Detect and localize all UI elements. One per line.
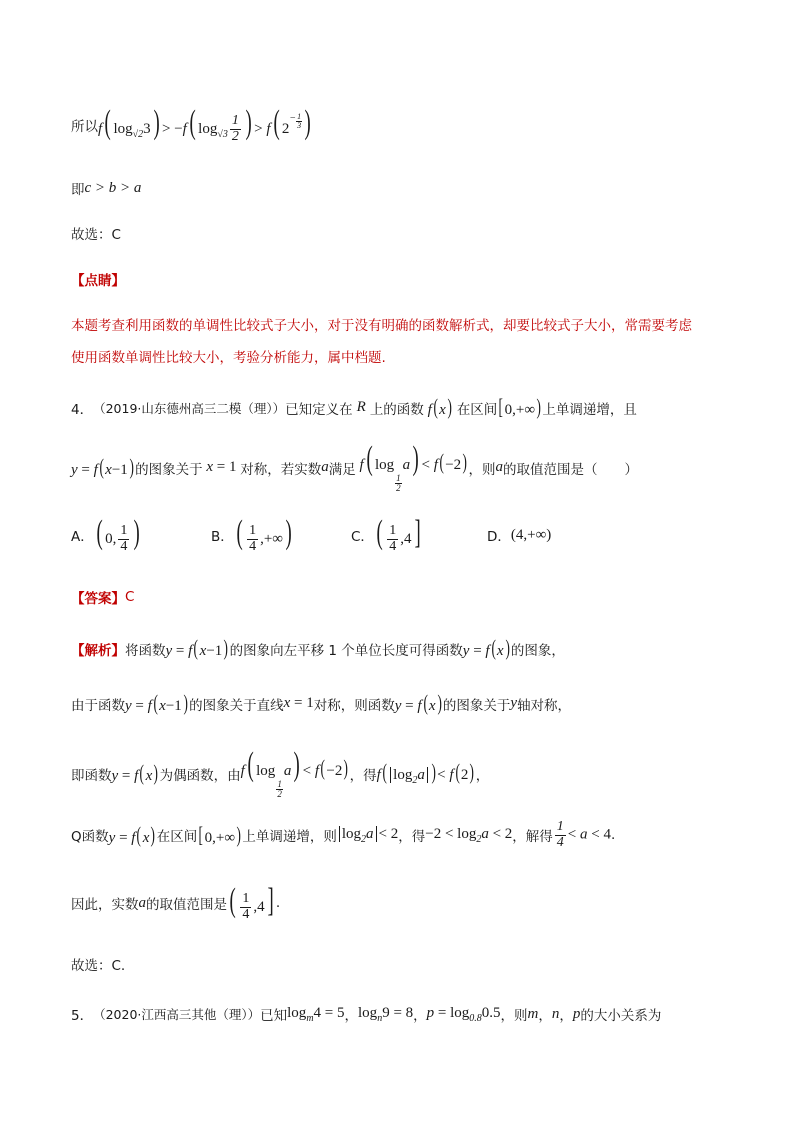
- text: .: [275, 895, 281, 912]
- math: f( $\log_2a$ )< f(2): [376, 759, 475, 786]
- answer-label: 【答案】: [71, 591, 125, 607]
- text: 故选：C: [71, 227, 121, 243]
- analysis-line-4: [71, 820, 615, 850]
- frac-den: 4: [249, 539, 257, 555]
- math: $p = \log_{0.8}0.5$: [426, 1004, 501, 1024]
- choice-line: [71, 223, 121, 243]
- text: 即: [71, 182, 85, 198]
- math: y = f(x−1): [165, 635, 229, 660]
- analysis-line-1: [71, 637, 565, 660]
- text: 对称，若实数: [240, 461, 322, 478]
- text: ，则: [468, 461, 496, 478]
- math-order: c > b > a: [84, 179, 142, 196]
- text: 为偶函数，由: [159, 767, 241, 784]
- math: y = f(x): [108, 821, 156, 847]
- text: 故选：C.: [71, 958, 126, 974]
- text: 上单调递增，且: [542, 401, 637, 418]
- question-number: 4．: [71, 401, 94, 418]
- option-label: C．: [351, 529, 374, 546]
- text: 的图象关于: [442, 697, 511, 714]
- text: ，: [413, 1008, 427, 1024]
- dianjing-text-1: [71, 314, 692, 334]
- math-var: y: [510, 695, 518, 711]
- q5-line-1: [71, 1004, 661, 1024]
- math: $\log_2a < 2$: [337, 826, 398, 845]
- text: ，: [559, 1008, 573, 1024]
- math: $\log_m4 = 5$: [287, 1004, 345, 1024]
- text: ，: [344, 1008, 359, 1024]
- option-b[interactable]: [211, 516, 351, 555]
- math: $-2 < \log_2a < 2$: [425, 825, 513, 845]
- text: 的图象，: [510, 642, 565, 659]
- math-part: 0,: [105, 531, 117, 547]
- text: ，: [475, 767, 490, 784]
- option-math: ( 0, $\frac{1}{4}$ ): [96, 514, 141, 555]
- text: .: [610, 827, 616, 844]
- text: 本题考查利用函数的单调性比较式子大小，对于没有明确的函数解析式，却要比较式子大小，常需要考虑: [71, 318, 692, 334]
- analysis-line-5: [71, 884, 280, 923]
- math: x = 1: [202, 459, 237, 475]
- math-var: R: [356, 399, 366, 415]
- math: y = f(x): [394, 690, 442, 715]
- math: [0,+∞): [498, 394, 541, 419]
- option-math: ( $\frac{1}{4}$ ,+∞): [236, 514, 292, 555]
- q4-options: [71, 516, 551, 555]
- math-var: p: [572, 1005, 581, 1022]
- dianjing-text-2: [71, 346, 386, 366]
- text: 已知定义在: [285, 401, 353, 418]
- math: y = f(x−1): [125, 690, 188, 715]
- text: ，: [538, 1008, 552, 1024]
- q4-line-1: [71, 396, 637, 419]
- option-a[interactable]: [71, 516, 211, 555]
- answer-value: C: [125, 589, 135, 605]
- frac-den: 4: [120, 539, 128, 555]
- option-math: ( $\frac{1}{4}$ ,4]: [376, 514, 421, 555]
- analysis-label: 【解析】: [71, 642, 125, 659]
- frac-num: 1: [389, 523, 397, 539]
- math: $\frac{1}{4}$ < a < 4: [556, 819, 611, 850]
- text: 使用函数单调性比较大小，考验分析能力，属中档题.: [71, 350, 386, 366]
- math-var: a: [495, 459, 504, 475]
- analysis-line-3: [71, 748, 489, 799]
- math: ( $\frac{1}{4}$ ,4]: [229, 882, 274, 923]
- math: x = 1: [283, 695, 314, 711]
- text: 在区间: [456, 401, 498, 418]
- option-c[interactable]: [351, 516, 487, 555]
- conclusion-order: [71, 178, 141, 198]
- math-part: ,4: [400, 531, 412, 547]
- math: y = f(x): [462, 635, 510, 660]
- text: 由于函数: [71, 697, 125, 714]
- text: ，解得: [512, 829, 553, 846]
- text: ，则: [500, 1008, 528, 1024]
- text: 将函数: [125, 642, 166, 659]
- text: 对称，则函数: [313, 697, 395, 714]
- text: 已知: [260, 1008, 288, 1024]
- question-number: 5．: [71, 1008, 94, 1024]
- answer-line: [71, 587, 134, 607]
- text: 的取值范围是（ ）: [503, 461, 639, 478]
- math: y = f(x−1): [71, 454, 134, 479]
- option-label: B．: [211, 529, 234, 546]
- math-var: n: [551, 1005, 560, 1022]
- analysis-line-2: [71, 692, 571, 715]
- math: [0,+∞): [198, 821, 241, 847]
- text: 的图象向左平移 1 个单位长度可得函数: [229, 642, 463, 659]
- q4-line-2: [71, 442, 638, 493]
- math-inequality: f( $\log_{√2}3) > -f$( $\log_{√3}$ $\frac{1}{2}$ ) > f( 2− 1 3 ): [98, 104, 311, 145]
- math: f( log $\frac{1}{2}$ a) < f(−2): [355, 440, 468, 493]
- analysis-line-6: [71, 954, 125, 974]
- text: 的取值范围是: [146, 897, 227, 914]
- text: 的图象关于: [135, 461, 203, 478]
- math-part: ,+∞: [260, 531, 283, 547]
- math: y = f(x): [111, 760, 159, 785]
- math-var: a: [138, 894, 146, 911]
- text: 的图象关于直线: [189, 697, 284, 714]
- question-source: （2020·江西高三其他（理））: [93, 1007, 261, 1022]
- text: 上单调递增，则: [242, 829, 337, 846]
- text: Q函数: [71, 829, 109, 846]
- text: 满足: [328, 461, 356, 478]
- text: 所以: [71, 119, 98, 136]
- option-d[interactable]: [487, 525, 551, 545]
- text: 的大小关系为: [580, 1008, 662, 1024]
- math: f( log $\frac{1}{2}$ a) < f(−2): [240, 746, 349, 799]
- conclusion-line: [71, 106, 313, 145]
- option-label: D．: [487, 529, 511, 546]
- question-source: （2019·山东德州高三二模（理））: [93, 400, 286, 416]
- frac-num: 1: [249, 523, 257, 539]
- text: ，得: [398, 829, 426, 846]
- label: 【点睛】: [71, 273, 125, 289]
- dianjing-label: [71, 269, 125, 289]
- frac-num: 1: [120, 523, 128, 539]
- text: ，得: [349, 767, 377, 784]
- text: 上的函数: [369, 401, 424, 418]
- math-var: a: [321, 459, 329, 475]
- math: $\log_n9 = 8$: [358, 1004, 414, 1024]
- text: 轴对称，: [517, 697, 572, 714]
- text: 因此，实数: [71, 897, 139, 914]
- text: 即函数: [71, 767, 112, 784]
- text: 在区间: [156, 829, 198, 846]
- math-var: m: [527, 1005, 539, 1022]
- frac-den: 4: [389, 539, 397, 555]
- math: f(x): [423, 394, 452, 419]
- option-label: A．: [71, 529, 94, 546]
- option-math: (4,+∞): [510, 526, 552, 543]
